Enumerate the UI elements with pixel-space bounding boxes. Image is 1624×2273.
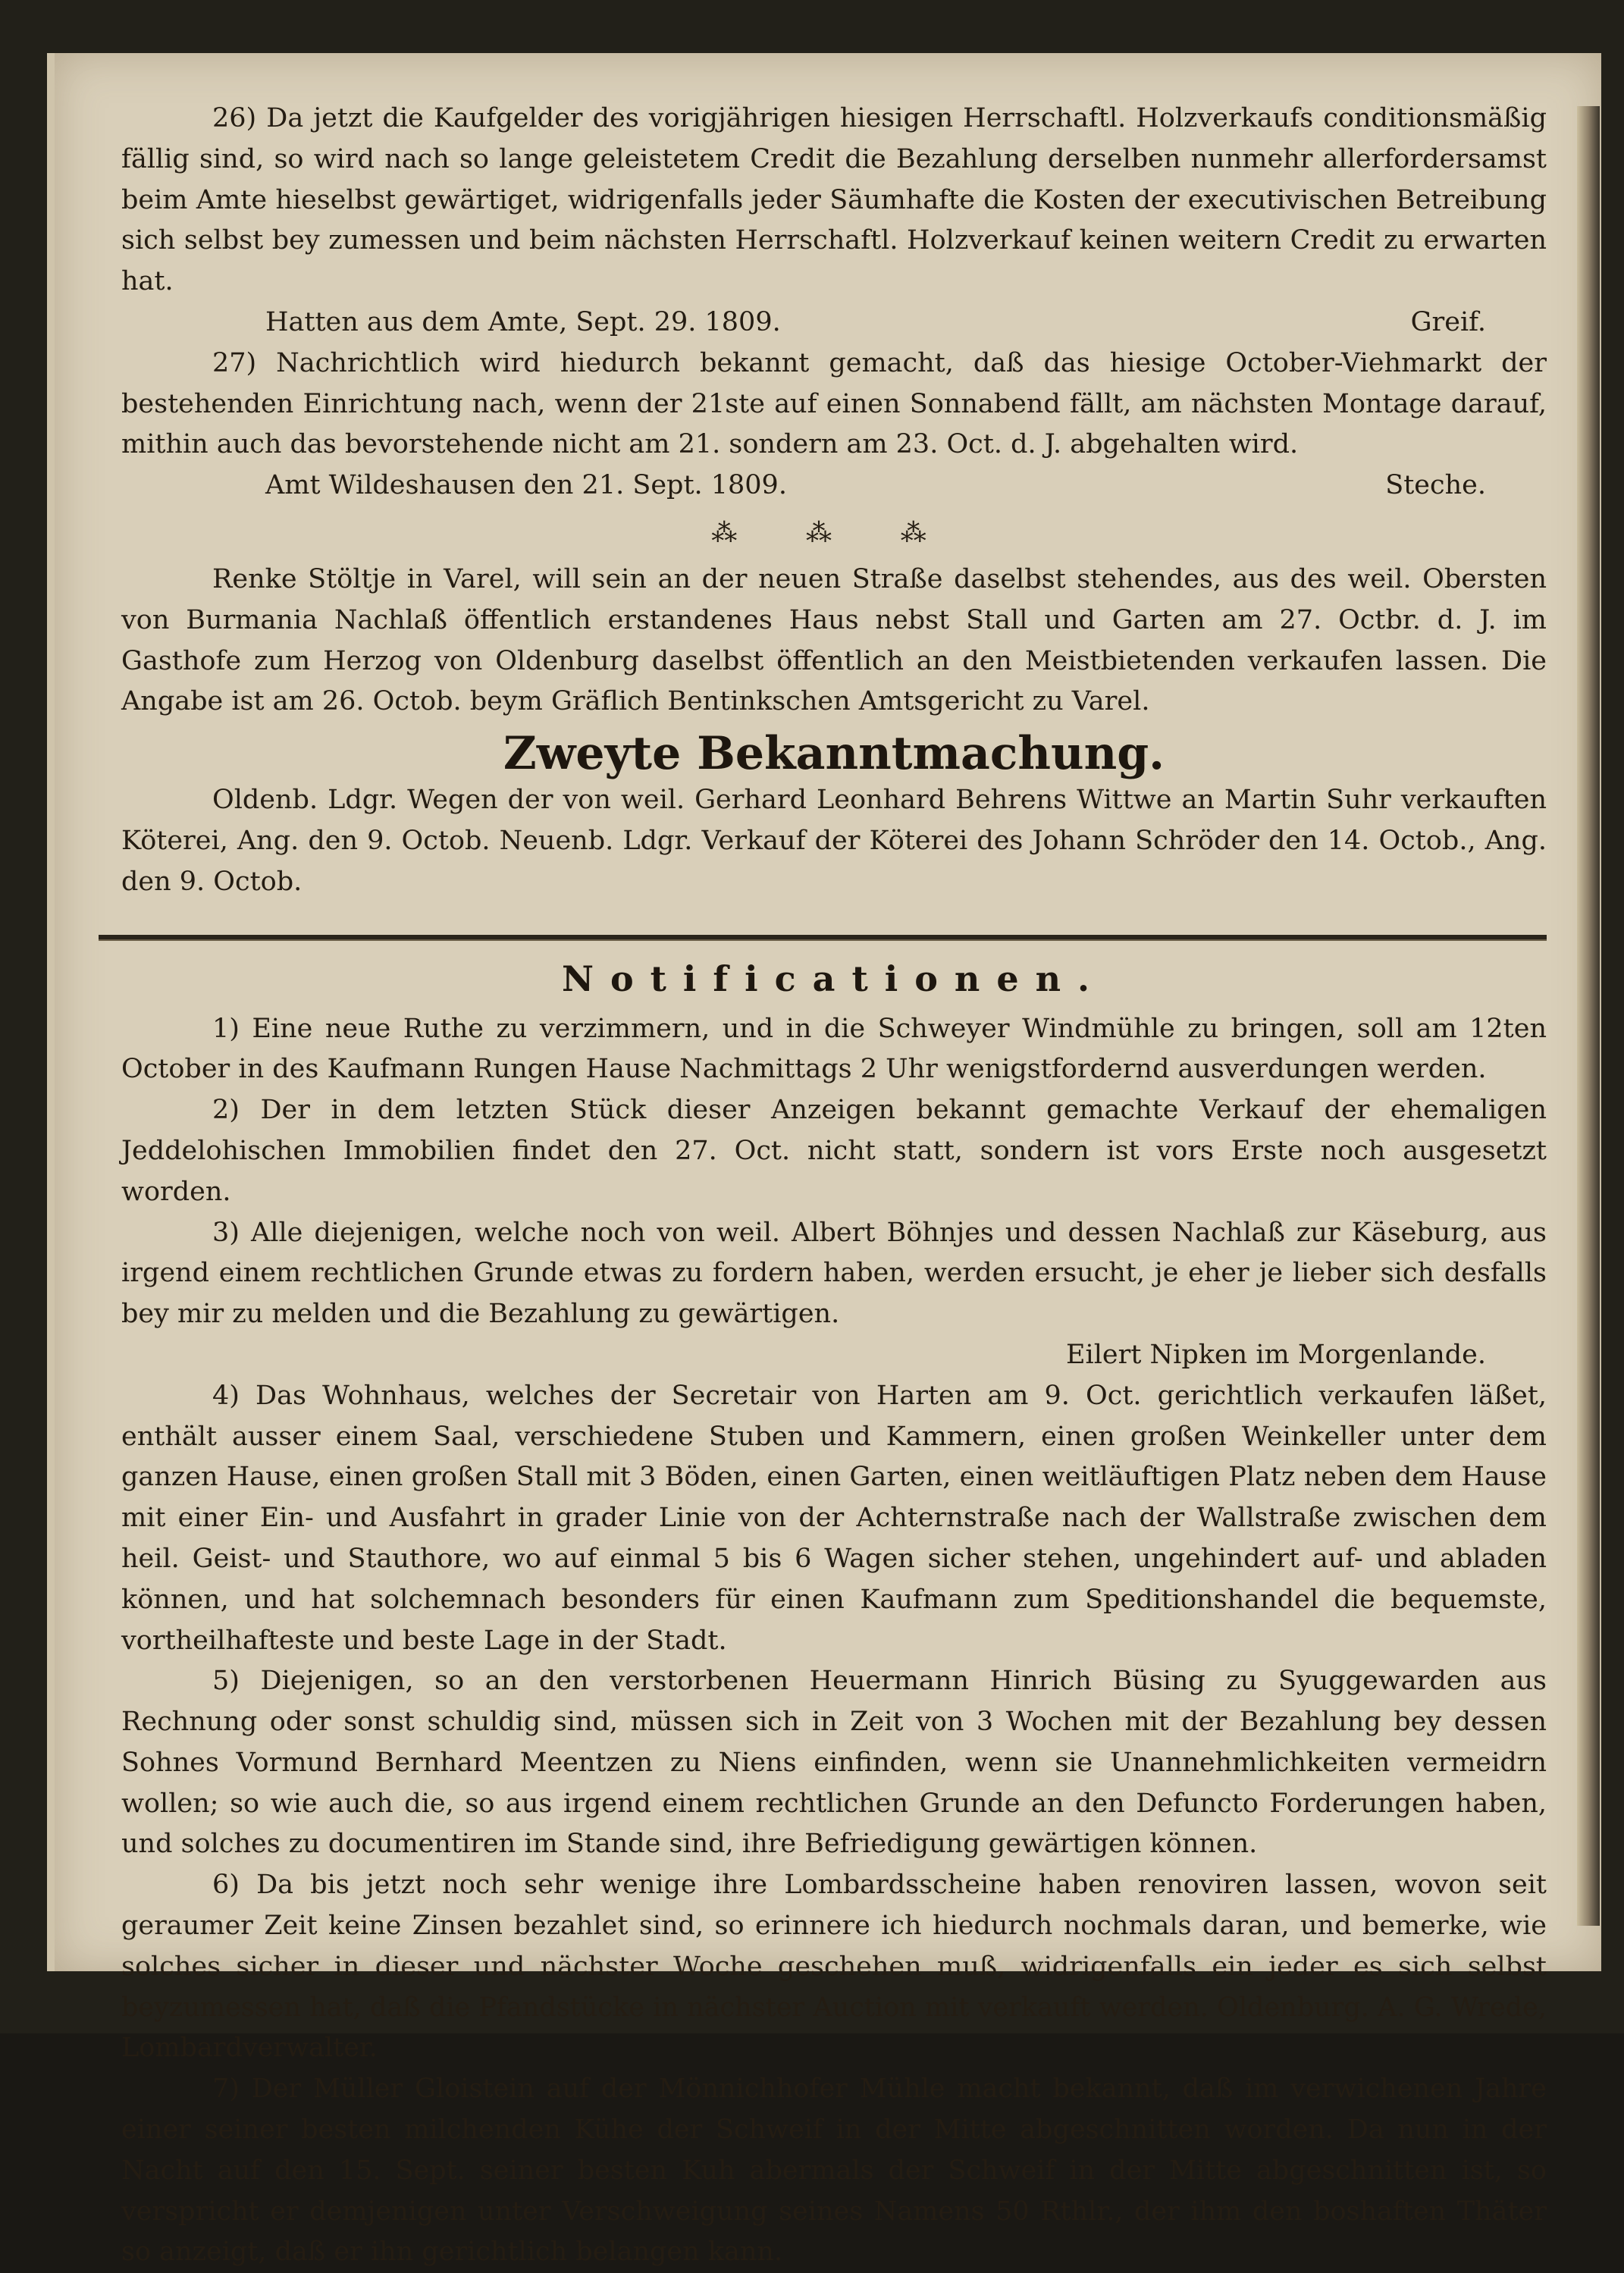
notification-7: 7) Der Müller Gloistein auf der Mönnichhofer Mühle macht bekannt, daß im verwichenen Jahre einer seiner besten milchenden Kühe der Schweif in der Mitte abgeschnitten worden. Da nun in der Nacht auf den 15. Sept. seiner besten Kuh abermals der Schweif in der Mitte abgeschnitten ist, so verspricht er demjenigen unter Verschweigung seines Namens 50 Rthlr., der ihm den boshaften Thäter so anzeigt, daß er ihn gerichtlich belangen kann. — [121, 2074, 1547, 2268]
notice-27-place-date: Amt Wildeshausen den 21. Sept. 1809. — [265, 470, 787, 501]
notifications-heading: Notificationen. — [561, 958, 1107, 999]
notification-3-signature — [121, 1335, 1547, 1376]
notification-5: 5) Diejenigen, so an den verstorbenen Heuermann Hinrich Büsing zu Syuggewarden aus Rechnung oder sonst schuldig sind, müssen sich in Zeit von 3 Wochen mit der Bezahlung bey dessen Sohnes Vormund Bernhard Meentzen zu Niens einfinden, wenn sie Unannehmlichkeiten vermeidrn wollen; so wie auch die, so aus irgend einem rechtlichen Grunde an den Defuncto Forderungen haben, und solches zu documentiren im Stande sind, ihre Befriedigung gewärtigen können. — [121, 1666, 1547, 1860]
notice-27-signature — [121, 466, 1547, 506]
notice-26-place-date: Hatten aus dem Amte, Sept. 29. 1809. — [265, 306, 781, 337]
notice-27-signer: Steche. — [1385, 470, 1486, 501]
notification-4: 4) Das Wohnhaus, welches der Secretair von Harten am 9. Oct. gerichtlich verkaufen läßet, enthält ausser einem Saal, verschiedene Stuben und Kammern, einen großen Weinkeller unter dem ganzen Hause, einen großen Stall mit 3 Böden, einen Garten, einen weitläuftigen Platz neben dem Hause mit einer Ein- und Ausfahrt in grader Linie von der Achternstraße nach der Wallstraße zwischen dem heil. Geist- und Stauthore, wo auf einmal 5 bis 6 Wagen sicher stehen, ungehindert auf- und abladen können, und hat solchemnach besonders für einen Kaufmann zum Speditionshandel die bequemste, vortheilhafteste und beste Lage in der Stadt. — [121, 1380, 1547, 1656]
zweyte-text: Oldenb. Ldgr. Wegen der von weil. Gerhard Leonhard Behrens Wittwe an Martin Suhr verkauften Köterei, Ang. den 9. Octob. Neuenb. Ldgr. Verkauf der Köterei des Johann Schröder den 14. Octob., Ang. den 9. Octob. — [121, 785, 1547, 897]
notice-27: 27) Nachrichtlich wird hiedurch bekannt gemacht, daß das hiesige October-Viehmarkt der bestehenden Einrichtung nach, wenn der 21ste auf einen Sonnabend fällt, am nächsten Montage darauf, mithin auch das bevorstehende nicht am 21. sondern am 23. Oct. d. J. abgehalten wird. — [121, 347, 1547, 460]
notification-2: 2) Der in dem letzten Stück dieser Anzeigen bekannt gemachte Verkauf der ehemaligen Jeddelohischen Immobilien findet den 27. Oct. nicht statt, sondern ist vors Erste noch ausgesetzt worden. — [121, 1095, 1547, 1207]
notice-26: 26) Da jetzt die Kaufgelder des vorigjährigen hiesigen Herrschaftl. Holzverkaufs conditionsmäßig fällig sind, so wird nach so lange geleistetem Credit die Bezahlung derselben nunmehr allerfordersamst beim Amte hieselbst gewärtiget, widrigenfalls jeder Säumhafte die Kosten der executivischen Betreibung sich selbst bey zumessen und beim nächsten Herrschaftl. Holzverkauf keinen weitern Credit zu erwarten hat. — [121, 103, 1547, 297]
zweyte-heading: Zweyte Bekanntmachung. — [503, 727, 1165, 781]
notification-6: 6) Da bis jetzt noch sehr wenige ihre Lombardsscheine haben renoviren lassen, wovon seit geraumer Zeit keine Zinsen bezahlet sind, so erinnere ich hiedurch nochmals daran, und bemerke, wie solches sicher in dieser und nächster Woche geschehen muß, widrigenfalls ein jeder es sich selbst beyzumessen hat, daß die Pfandstücke in nächster Auction mit verkauft werden. Oldenburg. A. G. Wrede, Lombardverwalter. — [121, 1870, 1547, 2064]
notice-26-signer: Greif. — [1410, 306, 1486, 337]
notice-26-signature — [121, 303, 1547, 343]
section-rule — [99, 935, 1547, 941]
page-edge — [1577, 106, 1600, 1926]
asterism-divider: ⁂ ⁂ ⁂ — [711, 517, 957, 548]
page-content — [121, 99, 1547, 2273]
notice-renke: Renke Stöltje in Varel, will sein an der neuen Straße daselbst stehendes, aus des weil. Obersten von Burmania Nachlaß öffentlich erstandenes Haus nebst Stall und Garten am 27. Octbr. d. J. im Gasthofe zum Herzog von Oldenburg daselbst öffentlich an den Meistbietenden verkaufen lassen. Die Angabe ist am 26. Octob. beym Gräflich Bentinkschen Amtsgericht zu Varel. — [121, 563, 1547, 717]
notification-3: 3) Alle diejenigen, welche noch von weil. Albert Böhnjes und dessen Nachlaß zur Käseburg, aus irgend einem rechtlichen Grunde etwas zu fordern haben, werden ersucht, je eher je lieber sich desfalls bey mir zu melden und die Bezahlung zu gewärtigen. — [121, 1217, 1547, 1330]
notification-3-signer: Eilert Nipken im Morgenlande. — [1065, 1339, 1486, 1370]
notification-1: 1) Eine neue Ruthe zu verzimmern, und in die Schweyer Windmühle zu bringen, soll am 12ten October in des Kaufmann Rungen Hause Nachmittags 2 Uhr wenigstfordernd ausverdungen werden. — [121, 1013, 1547, 1085]
